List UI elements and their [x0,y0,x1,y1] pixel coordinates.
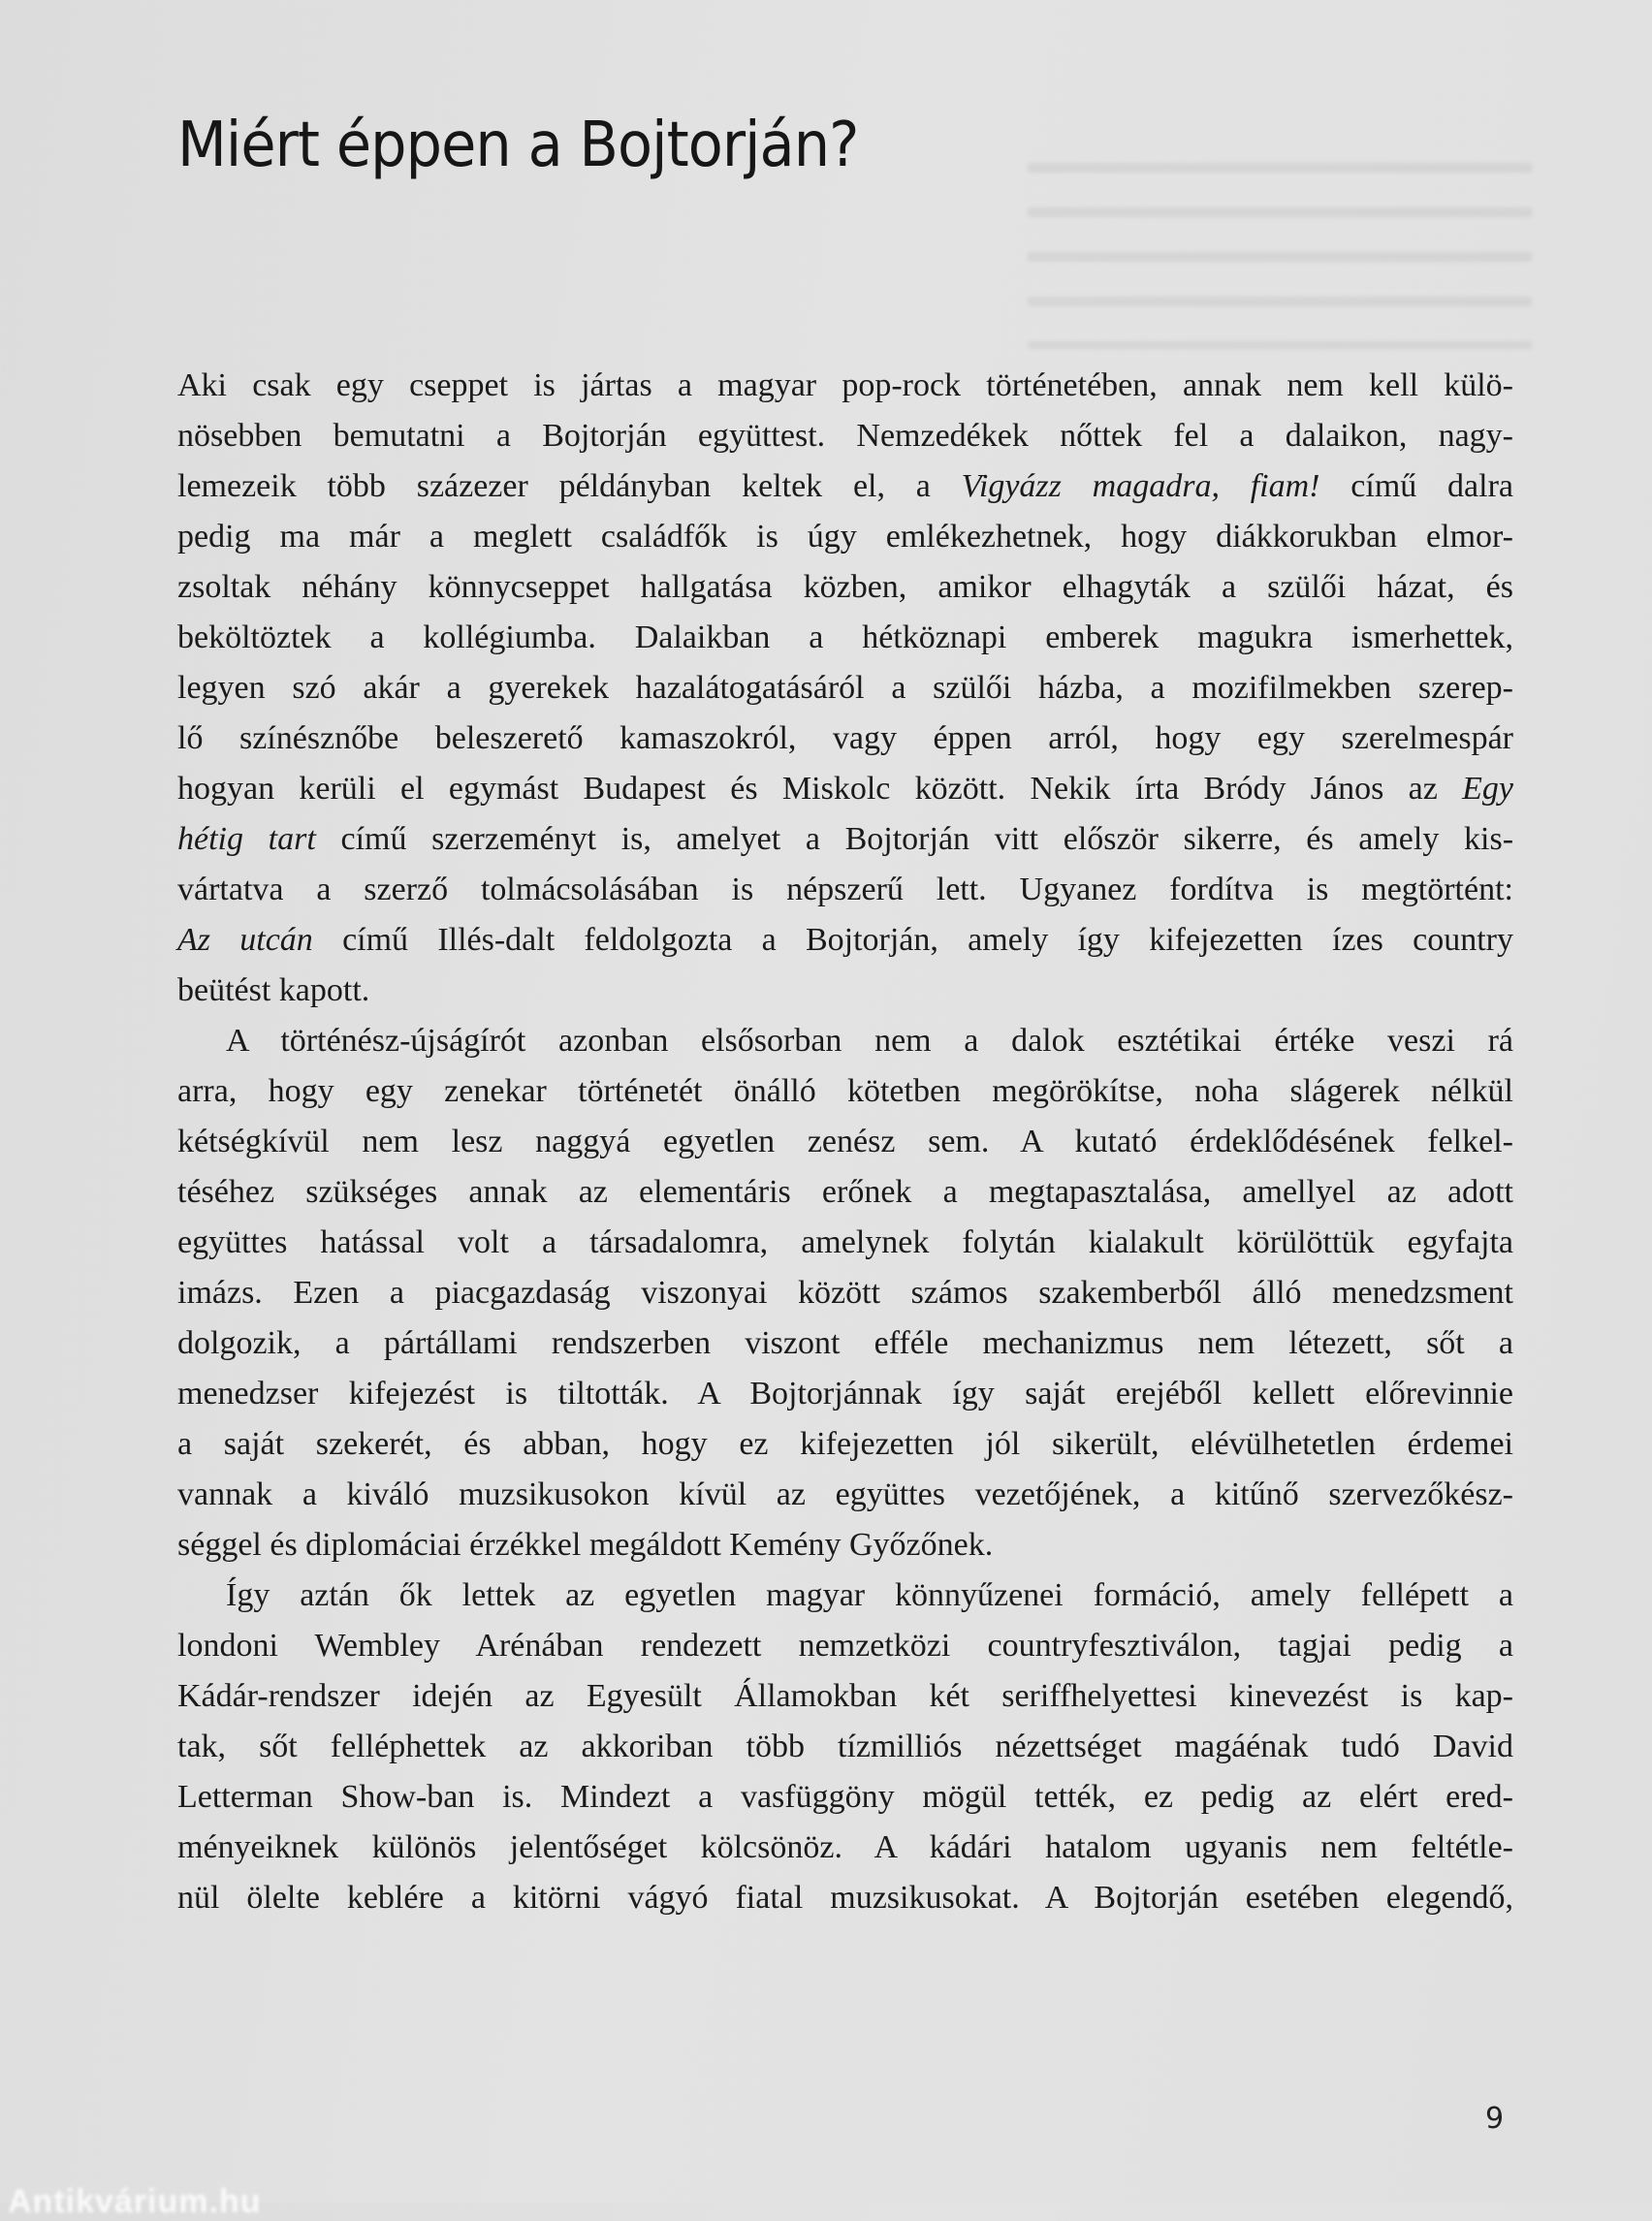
text-line [177,411,1513,461]
text-line [177,663,1513,714]
italic-title-text: Az utcán [177,922,313,958]
watermark: Antikvárium.hu [8,2183,262,2220]
text-run: Aki csak egy cseppet is jártas a magyar pop-rock történetében, annak nem kell külö- [177,367,1513,403]
text-run: séggel és diplomáciai érzékkel megáldott Kemény Győzőnek. [177,1527,994,1563]
text-run: zsoltak néhány könnycseppet hallgatása közben, amikor elhagyták a szülői házat, és [177,569,1513,605]
page-number: 9 [1485,2102,1505,2136]
text-line [177,461,1513,512]
body-text [177,361,1513,1923]
paragraph [177,1016,1513,1571]
text-line [177,1218,1513,1268]
text-line [177,1621,1513,1671]
text-line [177,361,1513,411]
text-run: imázs. Ezen a piacgazdaság viszonyai között számos szakemberből álló menedzsment [177,1275,1513,1311]
text-line [177,1470,1513,1520]
text-run: nösebben bemutatni a Bojtorján együttest. Nemzedékek nőttek fel a dalaikon, nagy- [177,418,1513,454]
text-run: Kádár-rendszer idején az Egyesült Államokban két seriffhelyettesi kinevezést is kap- [177,1678,1513,1714]
text-run: pedig ma már a meglett családfők is úgy emlékezhetnek, hogy diákkorukban elmor- [177,519,1513,555]
text-run: együttes hatással volt a társadalomra, amelynek folytán kialakult körülöttük egyfajta [177,1224,1513,1260]
text-run: beköltöztek a kollégiumba. Dalaikban a hétköznapi emberek magukra ismerhettek, [177,619,1513,655]
text-line [177,1268,1513,1318]
text-line [177,865,1513,915]
text-run: vannak a kiváló muzsikusokon kívül az együttes vezetőjének, a kitűnő szervezőkész- [177,1476,1513,1512]
text-run: kétségkívül nem lesz naggyá egyetlen zenész sem. A kutató érdeklődésének felkel- [177,1124,1513,1159]
text-line [177,966,1513,1016]
text-line [177,1671,1513,1722]
text-line [177,1823,1513,1873]
text-line [177,1117,1513,1167]
text-line [177,1066,1513,1117]
text-line [177,1369,1513,1419]
text-line [177,1722,1513,1772]
text-line [177,1772,1513,1823]
text-line [177,1520,1513,1571]
text-run: című szerzeményt is, amelyet a Bojtorján vitt először sikerre, és amely kis- [315,821,1514,857]
text-run: című dalra [1319,468,1513,504]
text-run: lemezeik több százezer példányban keltek el, a [177,468,962,504]
text-line [177,512,1513,562]
text-line [177,1571,1513,1621]
italic-title-text: Vigyázz magadra, fiam! [961,468,1320,504]
text-line [177,714,1513,764]
text-run: A történész-újságírót azonban elsősorban nem a dalok esztétikai értéke veszi rá [226,1023,1513,1059]
text-run: a saját szekerét, és abban, hogy ez kifejezetten jól sikerült, elévülhetetlen érdemei [177,1426,1513,1462]
text-run: menedzser kifejezést is tiltották. A Bojtorjánnak így saját erejéből kellett előrevinnie [177,1376,1513,1412]
text-line [177,1419,1513,1470]
text-line [177,1873,1513,1923]
show-through-text [1028,145,1532,349]
paragraph [177,361,1513,1016]
text-line [177,1167,1513,1218]
text-run: londoni Wembley Arénában rendezett nemzetközi countryfesztiválon, tagjai pedig a [177,1628,1513,1664]
text-line [177,613,1513,663]
text-line [177,764,1513,814]
text-line [177,562,1513,613]
text-run: hogyan kerüli el egymást Budapest és Miskolc között. Nekik írta Bródy János az [177,771,1463,807]
text-run: ményeiknek különös jelentőséget kölcsönöz. A kádári hatalom ugyanis nem feltétle- [177,1829,1513,1865]
italic-title-text: hétig tart [177,821,316,857]
text-line [177,814,1513,865]
paragraph [177,1571,1513,1923]
text-line [177,915,1513,966]
italic-title-text: Egy [1462,771,1513,807]
text-run: nül ölelte keblére a kitörni vágyó fiatal muzsikusokat. A Bojtorján esetében elegendő, [177,1880,1513,1916]
text-run: című Illés-dalt feldolgozta a Bojtorján, amely így kifejezetten ízes country [312,922,1513,958]
text-run: téséhez szükséges annak az elementáris erőnek a megtapasztalása, amellyel az adott [177,1174,1513,1210]
text-run: arra, hogy egy zenekar történetét önálló kötetben megörökítse, noha slágerek nélkül [177,1073,1513,1109]
text-run: vártatva a szerző tolmácsolásában is népszerű lett. Ugyanez fordítva is megtörtént: [177,872,1513,907]
text-line [177,1016,1513,1066]
text-run: legyen szó akár a gyerekek hazalátogatásáról a szülői házba, a mozifilmekben szerep- [177,670,1513,706]
text-run: tak, sőt felléphettek az akkoriban több tízmilliós nézettséget magáénak tudó David [177,1729,1513,1764]
text-run: beütést kapott. [177,972,370,1008]
text-run: Letterman Show-ban is. Mindezt a vasfüggöny mögül tették, ez pedig az elért ered- [177,1779,1513,1815]
text-run: Így aztán ők lettek az egyetlen magyar könnyűzenei formáció, amely fellépett a [226,1577,1513,1613]
text-run: lő színésznőbe beleszerető kamaszokról, vagy éppen arról, hogy egy szerelmespár [177,720,1513,756]
chapter-title: Miért éppen a Bojtorján? [177,110,859,181]
text-run: dolgozik, a pártállami rendszerben viszont efféle mechanizmus nem létezett, sőt a [177,1325,1513,1361]
text-line [177,1318,1513,1369]
